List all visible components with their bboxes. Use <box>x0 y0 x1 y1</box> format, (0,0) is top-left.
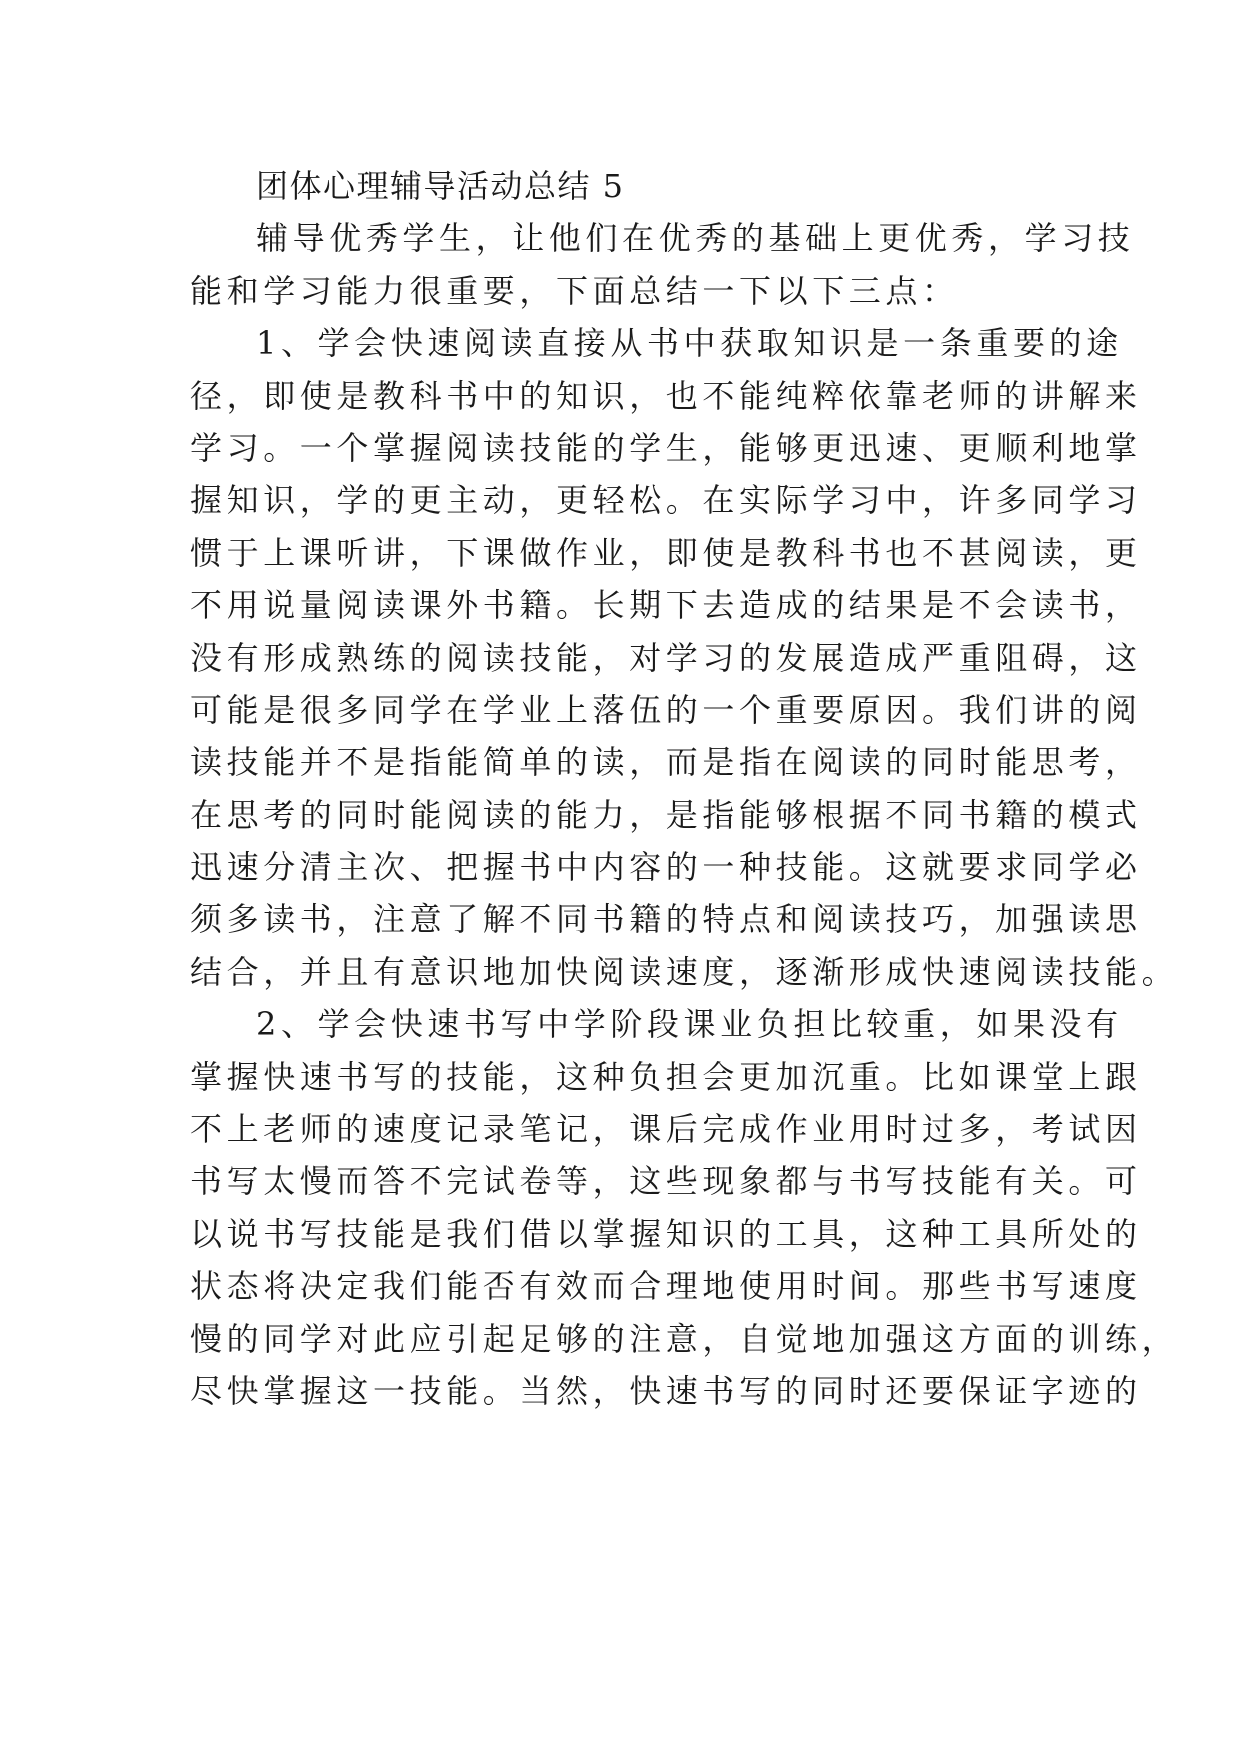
paragraph-line: 读技能并不是指能简单的读，而是指在阅读的同时能思考， <box>190 743 1142 782</box>
paragraph-line: 没有形成熟练的阅读技能，对学习的发展造成严重阻碍，这 <box>190 638 1142 677</box>
paragraph-line: 书写太慢而答不完试卷等，这些现象都与书写技能有关。可 <box>190 1162 1142 1201</box>
paragraph-line: 掌握快速书写的技能，这种负担会更加沉重。比如课堂上跟 <box>190 1057 1142 1096</box>
paragraph-intro <box>190 212 1135 317</box>
paragraph-line: 以说书写技能是我们借以掌握知识的工具，这种工具所处的 <box>190 1214 1142 1253</box>
paragraph-line: 不用说量阅读课外书籍。长期下去造成的结果是不会读书， <box>190 586 1142 625</box>
paragraph-fast-reading <box>190 317 1179 998</box>
paragraph-line: 迅速分清主次、把握书中内容的一种技能。这就要求同学必 <box>190 848 1142 887</box>
paragraph-line: 握知识，学的更主动，更轻松。在实际学习中，许多同学习 <box>190 481 1142 520</box>
paragraph-line: 可能是很多同学在学业上落伍的一个重要原因。我们讲的阅 <box>190 690 1142 729</box>
paragraph-line: 1、学会快速阅读直接从书中获取知识是一条重要的途 <box>256 324 1123 363</box>
document-page <box>190 160 1179 1417</box>
paragraph-line: 状态将决定我们能否有效而合理地使用时间。那些书写速度 <box>190 1267 1142 1306</box>
paragraph-line: 能和学习能力很重要，下面总结一下以下三点： <box>190 271 959 310</box>
paragraph-line: 慢的同学对此应引起足够的注意，自觉地加强这方面的训练， <box>190 1319 1179 1358</box>
paragraph-line: 须多读书，注意了解不同书籍的特点和阅读技巧，加强读思 <box>190 900 1142 939</box>
paragraph-line: 不上老师的速度记录笔记，课后完成作业用时过多，考试因 <box>190 1110 1142 1149</box>
paragraph-line: 在思考的同时能阅读的能力，是指能够根据不同书籍的模式 <box>190 795 1142 834</box>
paragraph-fast-writing <box>190 998 1179 1417</box>
paragraph-line: 学习。一个掌握阅读技能的学生，能够更迅速、更顺利地掌 <box>190 428 1142 467</box>
paragraph-line: 尽快掌握这一技能。当然，快速书写的同时还要保证字迹的 <box>190 1371 1142 1410</box>
paragraph-line: 2、学会快速书写中学阶段课业负担比较重，如果没有 <box>256 1005 1123 1044</box>
paragraph-line: 惯于上课听讲，下课做作业，即使是教科书也不甚阅读，更 <box>190 533 1142 572</box>
paragraph-line: 结合，并且有意识地加快阅读速度，逐渐形成快速阅读技能。 <box>190 952 1179 991</box>
document-title: 团体心理辅导活动总结 5 <box>256 167 625 205</box>
paragraph-line: 辅导优秀学生，让他们在优秀的基础上更优秀，学习技 <box>256 219 1135 258</box>
paragraph-line: 径，即使是教科书中的知识，也不能纯粹依靠老师的讲解来 <box>190 376 1142 415</box>
